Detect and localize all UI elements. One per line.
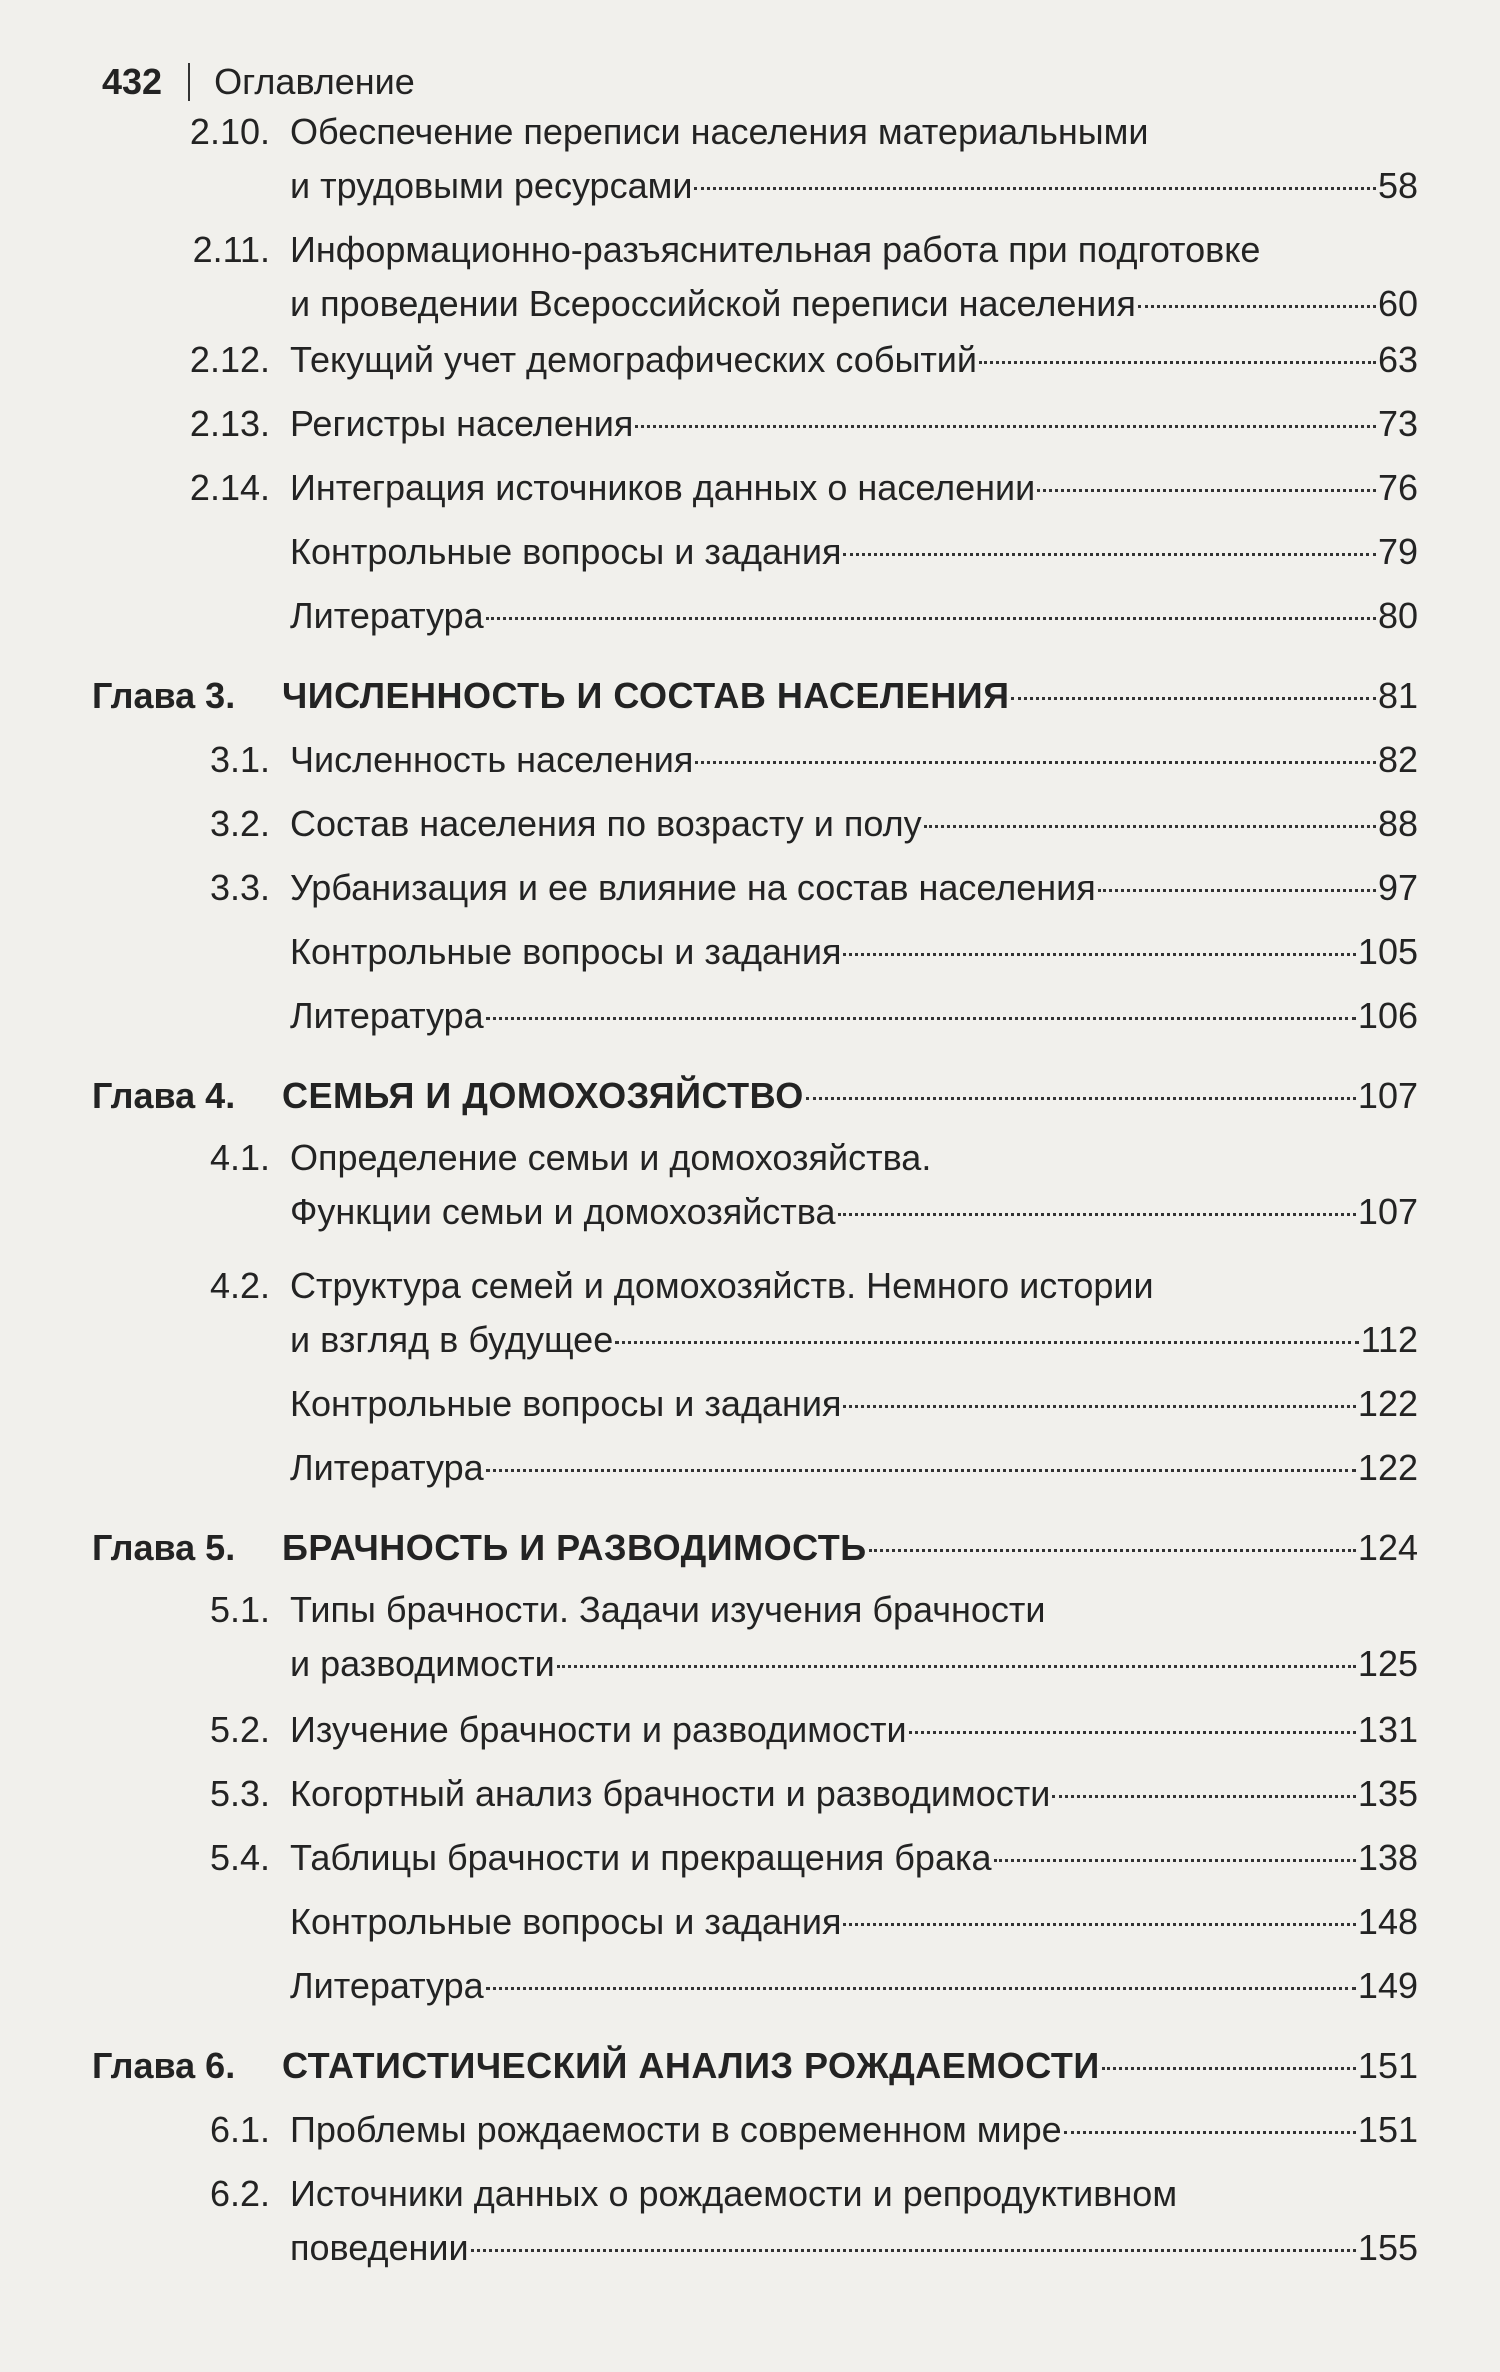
entry-title: Регистры населения: [290, 403, 634, 444]
page-ref: 135: [1357, 1773, 1418, 1814]
entry-leader-line: [282, 1522, 1418, 1574]
entry-leader-line: [290, 1896, 1418, 1948]
dot-leader: [1064, 2131, 1356, 2134]
page-ref: 58: [1377, 165, 1418, 206]
page-ref: 125: [1357, 1643, 1418, 1684]
dot-leader: [615, 1341, 1358, 1344]
page-ref: 148: [1357, 1901, 1418, 1942]
dot-leader: [1098, 889, 1376, 892]
entry-leader-line: [290, 990, 1418, 1042]
entry-title: и проведении Всероссийской переписи населения: [290, 283, 1136, 324]
chapter-number: Глава 6.: [92, 2045, 236, 2086]
dot-leader: [557, 1665, 1356, 1668]
dot-leader: [635, 425, 1376, 428]
entry-leader-line: [290, 734, 1418, 786]
section-number: 2.10.: [189, 111, 270, 152]
running-title: Оглавление: [214, 61, 415, 102]
section-number: 4.2.: [209, 1265, 270, 1306]
entry-leader-line: [290, 798, 1418, 850]
entry-title-line: Источники данных о рождаемости и репродуктивном: [290, 2173, 1178, 2214]
entry-leader-line: [290, 278, 1418, 330]
entry-leader-line: [290, 1832, 1418, 1884]
dot-leader: [924, 825, 1376, 828]
dot-leader: [806, 1097, 1356, 1100]
entry-leader-line: [290, 1768, 1418, 1820]
entry-title: Функции семьи и домохозяйства: [290, 1191, 836, 1232]
entry-title: Контрольные вопросы и задания: [290, 531, 842, 572]
page-ref: 63: [1377, 339, 1418, 380]
page-ref: 155: [1357, 2227, 1418, 2268]
entry-title-line: Обеспечение переписи населения материальными: [290, 111, 1149, 152]
page-ref: 106: [1357, 995, 1418, 1036]
dot-leader: [979, 361, 1376, 364]
page-ref: 81: [1377, 675, 1418, 716]
entry-title-line: Информационно-разъяснительная работа при подготовке: [290, 229, 1261, 270]
entry-title: и трудовыми ресурсами: [290, 165, 693, 206]
entry-leader-line: [290, 398, 1418, 450]
entry-leader-line: [290, 1378, 1418, 1430]
section-number: 5.2.: [209, 1709, 270, 1750]
dot-leader: [1037, 489, 1376, 492]
dot-leader: [1102, 2067, 1356, 2070]
entry-title: Контрольные вопросы и задания: [290, 931, 842, 972]
dot-leader: [1138, 305, 1376, 308]
dot-leader: [486, 1987, 1356, 1990]
chapter-number: Глава 5.: [92, 1527, 236, 1568]
entry-title: поведении: [290, 2227, 469, 2268]
section-number: 2.11.: [192, 229, 270, 270]
entry-leader-line: [290, 462, 1418, 514]
page-ref: 60: [1377, 283, 1418, 324]
entry-leader-line: [290, 590, 1418, 642]
entry-leader-line: [290, 526, 1418, 578]
page-ref: 131: [1357, 1709, 1418, 1750]
entry-title: Таблицы брачности и прекращения брака: [290, 1837, 992, 1878]
entry-title: Когортный анализ брачности и разводимости: [290, 1773, 1051, 1814]
entry-title: СТАТИСТИЧЕСКИЙ АНАЛИЗ РОЖДАЕМОСТИ: [282, 2045, 1100, 2086]
section-number: 6.1.: [209, 2109, 270, 2150]
section-number: 2.13.: [189, 403, 270, 444]
entry-title: Интеграция источников данных о населении: [290, 467, 1036, 508]
entry-leader-line: [290, 160, 1418, 212]
page-ref: 107: [1357, 1075, 1418, 1116]
entry-title: Контрольные вопросы и задания: [290, 1901, 842, 1942]
dot-leader: [471, 2249, 1356, 2252]
entry-title: Литература: [290, 1965, 484, 2006]
entry-title-line: Типы брачности. Задачи изучения брачности: [290, 1589, 1046, 1630]
entry-leader-line: [290, 1186, 1418, 1238]
page-ref: 79: [1377, 531, 1418, 572]
page-ref: 107: [1357, 1191, 1418, 1232]
entry-leader-line: [282, 670, 1418, 722]
section-number: 2.14.: [189, 467, 270, 508]
page-ref: 88: [1377, 803, 1418, 844]
entry-leader-line: [290, 1704, 1418, 1756]
page-ref: 124: [1357, 1527, 1418, 1568]
dot-leader: [1011, 697, 1376, 700]
entry-leader-line: [290, 1638, 1418, 1690]
section-number: 4.1.: [209, 1137, 270, 1178]
page-ref: 151: [1357, 2109, 1418, 2150]
chapter-number: Глава 4.: [92, 1075, 236, 1116]
page-ref: 149: [1357, 1965, 1418, 2006]
page-ref: 80: [1377, 595, 1418, 636]
page-number: 432: [102, 61, 163, 102]
dot-leader: [695, 761, 1376, 764]
entry-title-line: Структура семей и домохозяйств. Немного истории: [290, 1265, 1154, 1306]
entry-title: и разводимости: [290, 1643, 555, 1684]
chapter-number: Глава 3.: [92, 675, 236, 716]
page-ref: 151: [1357, 2045, 1418, 2086]
section-number: 3.3.: [209, 867, 270, 908]
page-ref: 82: [1377, 739, 1418, 780]
dot-leader: [843, 553, 1375, 556]
entry-leader-line: [290, 1960, 1418, 2012]
entry-title: Состав населения по возрасту и полу: [290, 803, 922, 844]
section-number: 5.1.: [209, 1589, 270, 1630]
dot-leader: [994, 1859, 1356, 1862]
dot-leader: [838, 1213, 1356, 1216]
entry-title: Изучение брачности и разводимости: [290, 1709, 907, 1750]
entry-leader-line: [290, 334, 1418, 386]
section-number: 5.4.: [209, 1837, 270, 1878]
entry-leader-line: [282, 2040, 1418, 2092]
page-ref: 138: [1357, 1837, 1418, 1878]
page-ref: 105: [1357, 931, 1418, 972]
dot-leader: [1052, 1795, 1356, 1798]
page-ref: 122: [1357, 1447, 1418, 1488]
section-number: 3.2.: [209, 803, 270, 844]
entry-leader-line: [282, 1070, 1418, 1122]
dot-leader: [843, 1923, 1355, 1926]
entry-leader-line: [290, 2222, 1418, 2274]
page-ref: 73: [1377, 403, 1418, 444]
entry-leader-line: [290, 1314, 1418, 1366]
dot-leader: [694, 187, 1376, 190]
page-ref: 97: [1377, 867, 1418, 908]
page-ref: 112: [1360, 1319, 1418, 1360]
dot-leader: [909, 1731, 1356, 1734]
entry-leader-line: [290, 926, 1418, 978]
dot-leader: [486, 617, 1376, 620]
entry-title: Проблемы рождаемости в современном мире: [290, 2109, 1062, 2150]
entry-title: и взгляд в будущее: [290, 1319, 614, 1360]
entry-title: ЧИСЛЕННОСТЬ И СОСТАВ НАСЕЛЕНИЯ: [282, 675, 1010, 716]
entry-title: Литература: [290, 995, 484, 1036]
section-number: 3.1.: [209, 739, 270, 780]
dot-leader: [869, 1549, 1356, 1552]
entry-title: СЕМЬЯ И ДОМОХОЗЯЙСТВО: [282, 1075, 804, 1116]
section-number: 2.12.: [189, 339, 270, 380]
dot-leader: [486, 1017, 1356, 1020]
entry-leader-line: [290, 2104, 1418, 2156]
entry-title: БРАЧНОСТЬ И РАЗВОДИМОСТЬ: [282, 1527, 867, 1568]
dot-leader: [843, 953, 1355, 956]
entry-title: Урбанизация и ее влияние на состав населения: [290, 867, 1096, 908]
section-number: 6.2.: [209, 2173, 270, 2214]
entry-title: Литература: [290, 595, 484, 636]
dot-leader: [843, 1405, 1355, 1408]
page-ref: 76: [1377, 467, 1418, 508]
entry-title: Литература: [290, 1447, 484, 1488]
section-number: 5.3.: [209, 1773, 270, 1814]
page-ref: 122: [1357, 1383, 1418, 1424]
dot-leader: [486, 1469, 1356, 1472]
entry-title: Контрольные вопросы и задания: [290, 1383, 842, 1424]
entry-title-line: Определение семьи и домохозяйства.: [290, 1137, 932, 1178]
entry-leader-line: [290, 1442, 1418, 1494]
entry-leader-line: [290, 862, 1418, 914]
entry-title: Численность населения: [290, 739, 694, 780]
entry-title: Текущий учет демографических событий: [290, 339, 978, 380]
